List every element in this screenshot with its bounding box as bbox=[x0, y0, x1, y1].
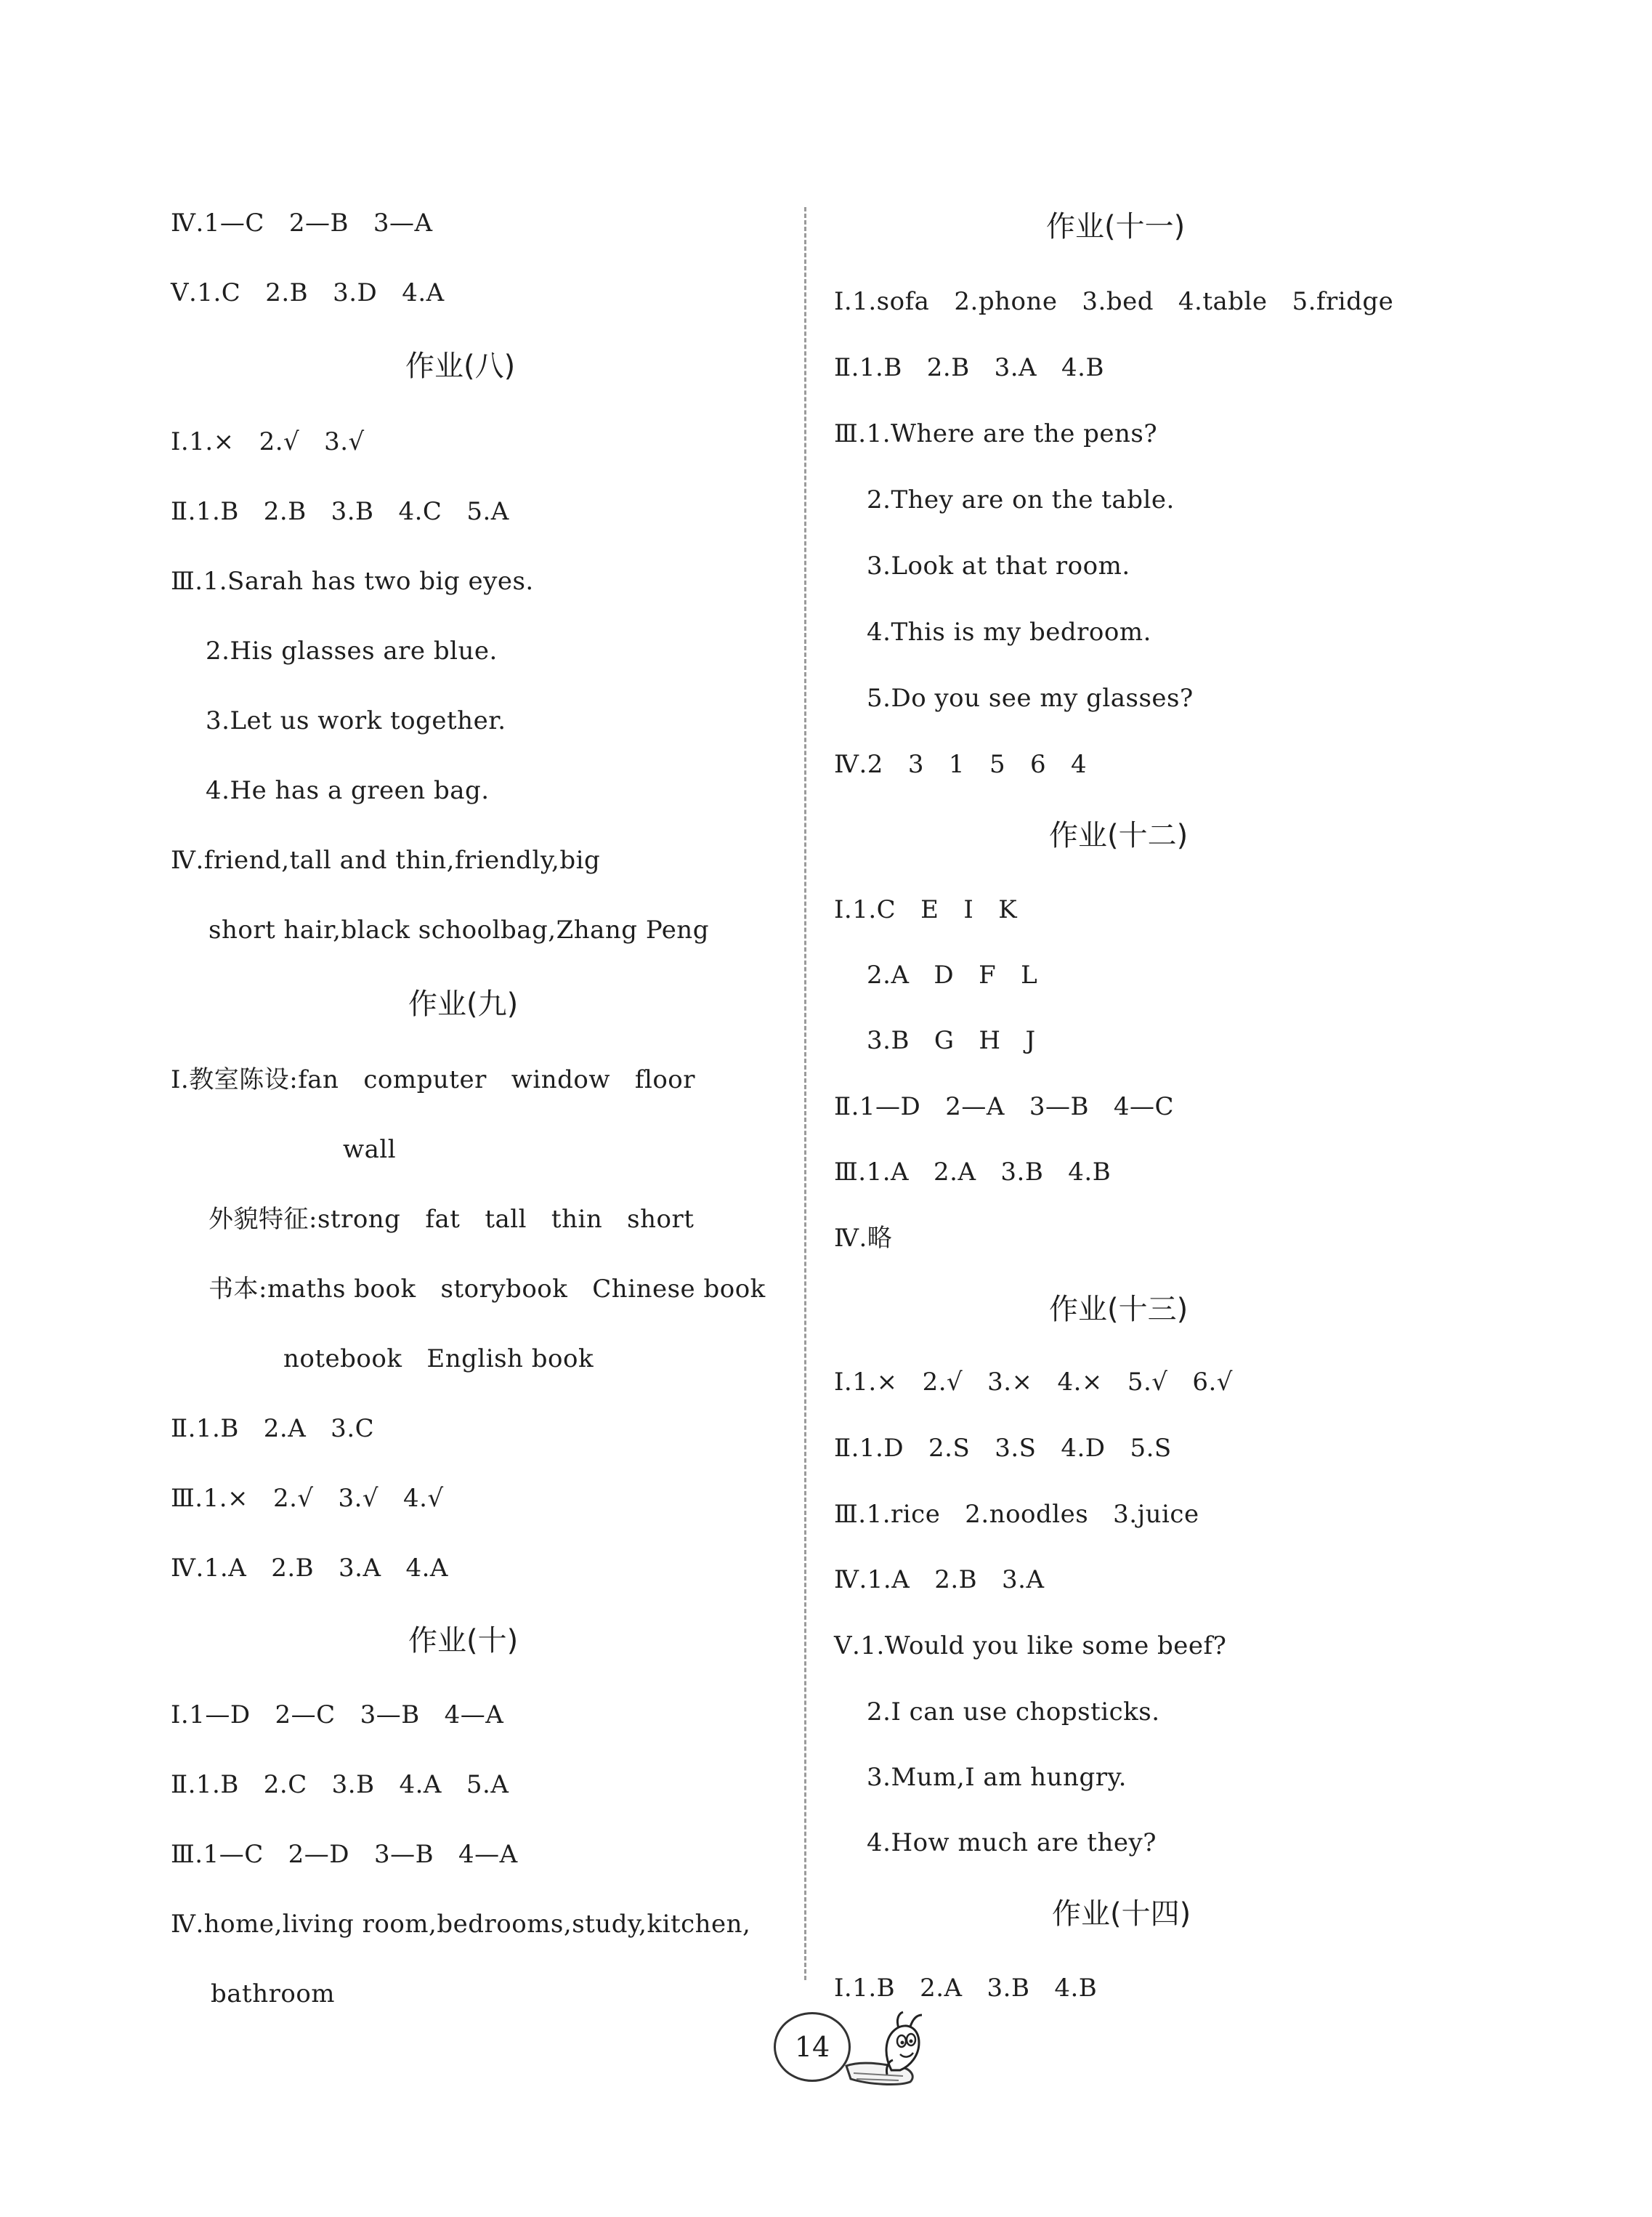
answer-line: Ⅱ.1.D 2.S 3.S 4.D 5.S bbox=[834, 1434, 1172, 1463]
answer-line: 书本:maths book storybook Chinese book bbox=[208, 1275, 766, 1304]
answer-line: 2.I can use chopsticks. bbox=[867, 1697, 1160, 1727]
section-heading: 作业(十一) bbox=[1046, 210, 1186, 243]
answer-line: Ⅰ.1.× 2.√ 3.× 4.× 5.√ 6.√ bbox=[834, 1368, 1233, 1397]
answer-line: Ⅲ.1.× 2.√ 3.√ 4.√ bbox=[171, 1484, 444, 1513]
answer-line: Ⅳ.1.A 2.B 3.A 4.A bbox=[171, 1554, 448, 1583]
answer-line: Ⅰ.1.sofa 2.phone 3.bed 4.table 5.fridge bbox=[834, 287, 1394, 316]
answer-line: Ⅱ.1—D 2—A 3—B 4—C bbox=[834, 1092, 1175, 1121]
answer-line: 4.He has a green bag. bbox=[206, 776, 490, 805]
answer-line: Ⅴ.1.C 2.B 3.D 4.A bbox=[171, 278, 445, 307]
answer-line: 外貌特征:strong fat tall thin short bbox=[208, 1205, 695, 1234]
section-heading: 作业(十三) bbox=[1049, 1293, 1189, 1326]
answer-line: 5.Do you see my glasses? bbox=[867, 684, 1194, 713]
mascot-icon bbox=[841, 2009, 934, 2089]
section-heading: 作业(十四) bbox=[1052, 1897, 1191, 1931]
answer-line: Ⅰ.教室陈设:fan computer window floor bbox=[171, 1065, 696, 1094]
answer-line: 3.Let us work together. bbox=[206, 706, 506, 735]
section-heading: 作业(十二) bbox=[1049, 819, 1189, 852]
answer-line: 2.They are on the table. bbox=[867, 485, 1175, 514]
answer-line: Ⅳ.1—C 2—B 3—A bbox=[171, 209, 433, 238]
answer-line: wall bbox=[343, 1135, 397, 1164]
answer-line: Ⅰ.1—D 2—C 3—B 4—A bbox=[171, 1700, 504, 1729]
answer-line: 4.This is my bedroom. bbox=[867, 618, 1151, 647]
page-footer bbox=[774, 2009, 934, 2089]
answer-line: Ⅲ.1.rice 2.noodles 3.juice bbox=[834, 1500, 1199, 1529]
answer-line: Ⅳ.略 bbox=[834, 1224, 893, 1253]
answer-line: Ⅳ.2 3 1 5 6 4 bbox=[834, 750, 1088, 779]
answer-line: 3.B G H J bbox=[867, 1026, 1036, 1055]
page-number: 14 bbox=[774, 2012, 851, 2082]
answer-line: 2.A D F L bbox=[867, 961, 1038, 990]
answer-line: Ⅰ.1.× 2.√ 3.√ bbox=[171, 427, 365, 456]
answer-line: notebook English book bbox=[283, 1344, 594, 1373]
answer-line: Ⅳ.home,living room,bedrooms,study,kitchen, bbox=[171, 1910, 751, 1939]
answer-line: 3.Mum,I am hungry. bbox=[867, 1763, 1127, 1792]
section-heading: 作业(十) bbox=[408, 1624, 519, 1657]
answer-line: Ⅱ.1.B 2.B 3.A 4.B bbox=[834, 353, 1104, 382]
answer-line: 2.His glasses are blue. bbox=[206, 637, 498, 666]
answer-line: Ⅰ.1.B 2.A 3.B 4.B bbox=[834, 1974, 1098, 2003]
answer-line: Ⅲ.1.Where are the pens? bbox=[834, 419, 1158, 448]
answer-line: bathroom bbox=[211, 1979, 336, 2008]
answer-line: 3.Look at that room. bbox=[867, 552, 1130, 581]
answer-line: 4.How much are they? bbox=[867, 1828, 1157, 1857]
answer-line: Ⅲ.1—C 2—D 3—B 4—A bbox=[171, 1840, 518, 1869]
answer-line: short hair,black schoolbag,Zhang Peng bbox=[208, 916, 709, 945]
answer-line: Ⅱ.1.B 2.A 3.C bbox=[171, 1414, 375, 1443]
answer-line: Ⅲ.1.Sarah has two big eyes. bbox=[171, 567, 534, 596]
section-heading: 作业(八) bbox=[405, 350, 516, 383]
section-heading: 作业(九) bbox=[408, 988, 519, 1021]
column-divider bbox=[804, 207, 806, 1980]
answer-line: Ⅴ.1.Would you like some beef? bbox=[834, 1631, 1227, 1660]
answer-line: Ⅱ.1.B 2.C 3.B 4.A 5.A bbox=[171, 1770, 509, 1799]
answer-line: Ⅱ.1.B 2.B 3.B 4.C 5.A bbox=[171, 497, 509, 526]
answer-line: Ⅰ.1.C E I K bbox=[834, 895, 1018, 924]
answer-line: Ⅳ.1.A 2.B 3.A bbox=[834, 1565, 1045, 1594]
answer-line: Ⅲ.1.A 2.A 3.B 4.B bbox=[834, 1158, 1112, 1187]
answer-line: Ⅳ.friend,tall and thin,friendly,big bbox=[171, 846, 601, 875]
